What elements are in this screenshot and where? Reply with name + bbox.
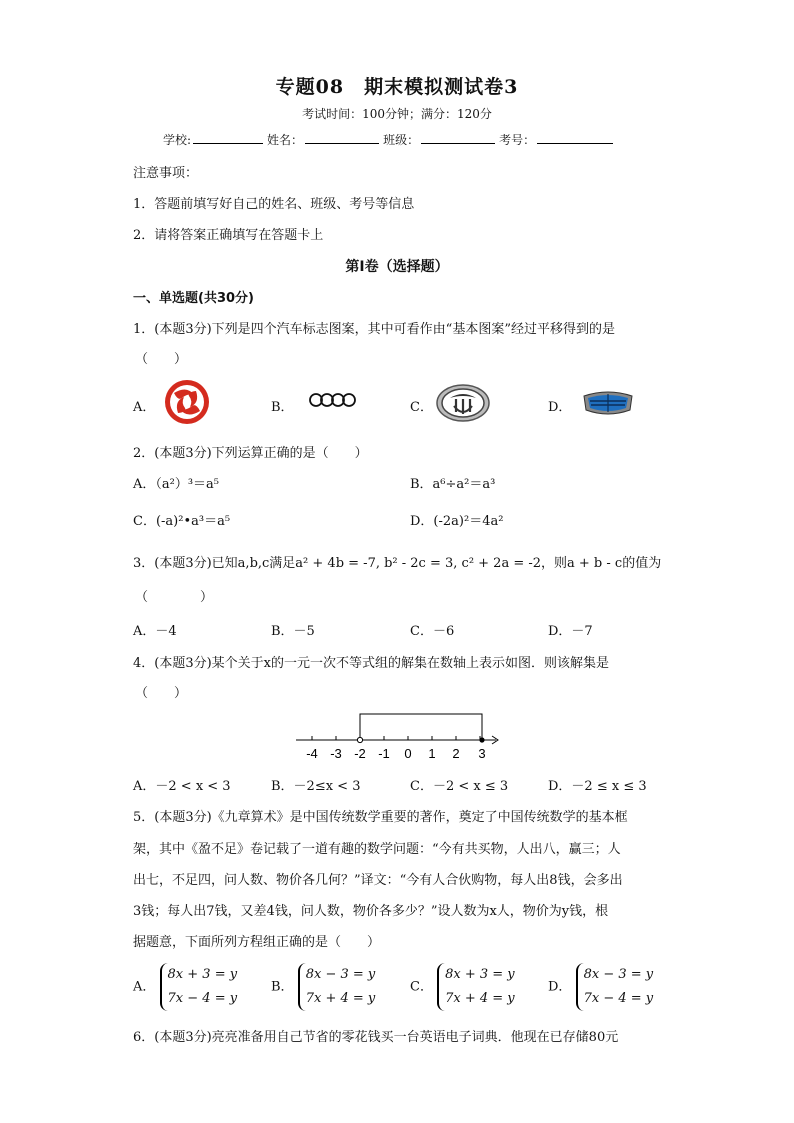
tick-label: -2 — [354, 746, 366, 761]
equation-system-a — [160, 963, 238, 1011]
q2-option-b: B．a⁶÷a²＝a³ — [410, 477, 496, 492]
q4-option-d: D．－2 ≤ x ≤ 3 — [548, 779, 647, 794]
equation-line: 7x − 4 = y — [167, 991, 238, 1006]
exam-info: 考试时间：100分钟；满分：120分 — [302, 107, 492, 121]
brilliance-logo-icon — [436, 384, 490, 426]
q1-label-b: B． — [271, 400, 294, 415]
section-heading: 一、单选题(共30分) — [133, 291, 254, 306]
q2-option-a: A．（a²）³＝a⁵ — [133, 477, 220, 492]
q5-label-b: B． — [271, 979, 294, 995]
tick-label: 1 — [428, 746, 436, 761]
tick-label: 3 — [478, 746, 486, 761]
q3-option-d: D．－7 — [548, 624, 593, 639]
q5-line-2: 架，其中《盈不足》卷记载了一道有趣的数学问题：“今有共买物，人出八，赢三；人 — [133, 842, 621, 857]
q5-option-b — [271, 963, 375, 1011]
class-label: 班级： — [383, 133, 420, 147]
note-item-2: 2．请将答案正确填写在答题卡上 — [133, 228, 324, 243]
school-label: 学校: — [163, 133, 192, 147]
q5-line-4: 3钱；每人出7钱，又差4钱，问人数，物价各多少？”设人数为x人，物价为y钱，根 — [133, 904, 609, 919]
q1-label-d: D． — [548, 400, 572, 415]
class-field[interactable] — [421, 132, 495, 144]
q3-option-a: A．－4 — [133, 624, 177, 639]
q5-option-c — [410, 963, 515, 1011]
tick-label: -3 — [330, 746, 342, 761]
id-field[interactable] — [537, 132, 613, 144]
q5-label-c: C． — [410, 979, 433, 995]
geely-logo-icon — [582, 390, 634, 420]
number-line-figure — [296, 708, 506, 768]
q2-text: 2．(本题3分)下列运算正确的是（ ） — [133, 446, 368, 461]
notes-heading: 注意事项： — [133, 166, 199, 181]
audi-rings-logo-icon — [309, 392, 357, 412]
id-label: 考号： — [499, 133, 536, 147]
q3-text: 3．(本题3分)已知a,b,c满足a² + 4b = -7, b² - 2c = 3, c² + 2a = -2，则a + b - c的值为 — [133, 556, 662, 571]
q1-label-a: A． — [133, 400, 156, 415]
q1-label-c: C． — [410, 400, 433, 415]
page-title: 专题08 期末模拟测试卷3 — [275, 76, 519, 98]
tick-label: 2 — [452, 746, 460, 761]
tick-label: 0 — [404, 746, 412, 761]
equation-line: 7x + 4 = y — [445, 991, 515, 1006]
q5-line-5: 据题意，下面所列方程组正确的是（ ） — [133, 935, 381, 950]
equation-system-c — [437, 963, 515, 1011]
q3-option-c: C．－6 — [410, 624, 455, 639]
equation-line: 8x + 3 = y — [167, 967, 238, 982]
open-point-minus-2 — [357, 737, 362, 742]
q5-option-a — [133, 963, 237, 1011]
q3-option-b: B．－5 — [271, 624, 315, 639]
equation-system-b — [298, 963, 376, 1011]
q5-option-d — [548, 963, 653, 1011]
dongfeng-logo-icon — [164, 379, 210, 429]
equation-line: 7x + 4 = y — [305, 991, 376, 1006]
equation-line: 8x + 3 = y — [445, 967, 515, 982]
q5-label-a: A． — [133, 979, 156, 995]
q4-paren: （ ） — [135, 686, 188, 701]
closed-point-3 — [479, 737, 484, 742]
q2-option-c: C．(-a)²•a³＝a⁵ — [133, 514, 231, 529]
note-item-1: 1．答题前填写好自己的姓名、班级、考号等信息 — [133, 197, 415, 212]
number-line-ticks — [312, 736, 480, 740]
q5-line-3: 出七，不足四，问人数、物价各几何？”译文：“今有人合伙购物，每人出8钱，会多出 — [133, 873, 623, 888]
equation-line: 8x − 3 = y — [305, 967, 376, 982]
solution-bracket — [360, 714, 482, 740]
student-info-line — [163, 131, 617, 148]
equation-line: 7x − 4 = y — [583, 991, 654, 1006]
school-field[interactable] — [193, 132, 263, 144]
q4-option-c: C．－2 < x ≤ 3 — [410, 779, 509, 794]
tick-label: -1 — [378, 746, 390, 761]
equation-system-d — [576, 963, 654, 1011]
q4-text: 4．(本题3分)某个关于x的一元一次不等式组的解集在数轴上表示如图．则该解集是 — [133, 656, 610, 671]
equation-line: 8x − 3 = y — [583, 967, 654, 982]
q3-paren: （ ） — [135, 590, 214, 605]
q2-option-d: D．(-2a)²＝4a² — [410, 514, 504, 529]
q5-line-1: 5．(本题3分)《九章算术》是中国传统数学重要的著作，奠定了中国传统数学的基本框 — [133, 810, 628, 825]
tick-label: -4 — [306, 746, 318, 761]
name-field[interactable] — [305, 132, 379, 144]
q1-text: 1．(本题3分)下列是四个汽车标志图案，其中可看作由“基本图案”经过平移得到的是 — [133, 322, 615, 337]
q6-text: 6．(本题3分)亮亮准备用自己节省的零花钱买一台英语电子词典．他现在已存储80元 — [133, 1030, 619, 1045]
q4-option-b: B．－2≤x < 3 — [271, 779, 361, 794]
q1-paren: （ ） — [135, 352, 188, 367]
volume-title: 第I卷（选择题） — [345, 259, 449, 275]
q5-label-d: D． — [548, 979, 572, 995]
name-label: 姓名： — [267, 133, 304, 147]
q4-option-a: A．－2 < x < 3 — [133, 779, 231, 794]
